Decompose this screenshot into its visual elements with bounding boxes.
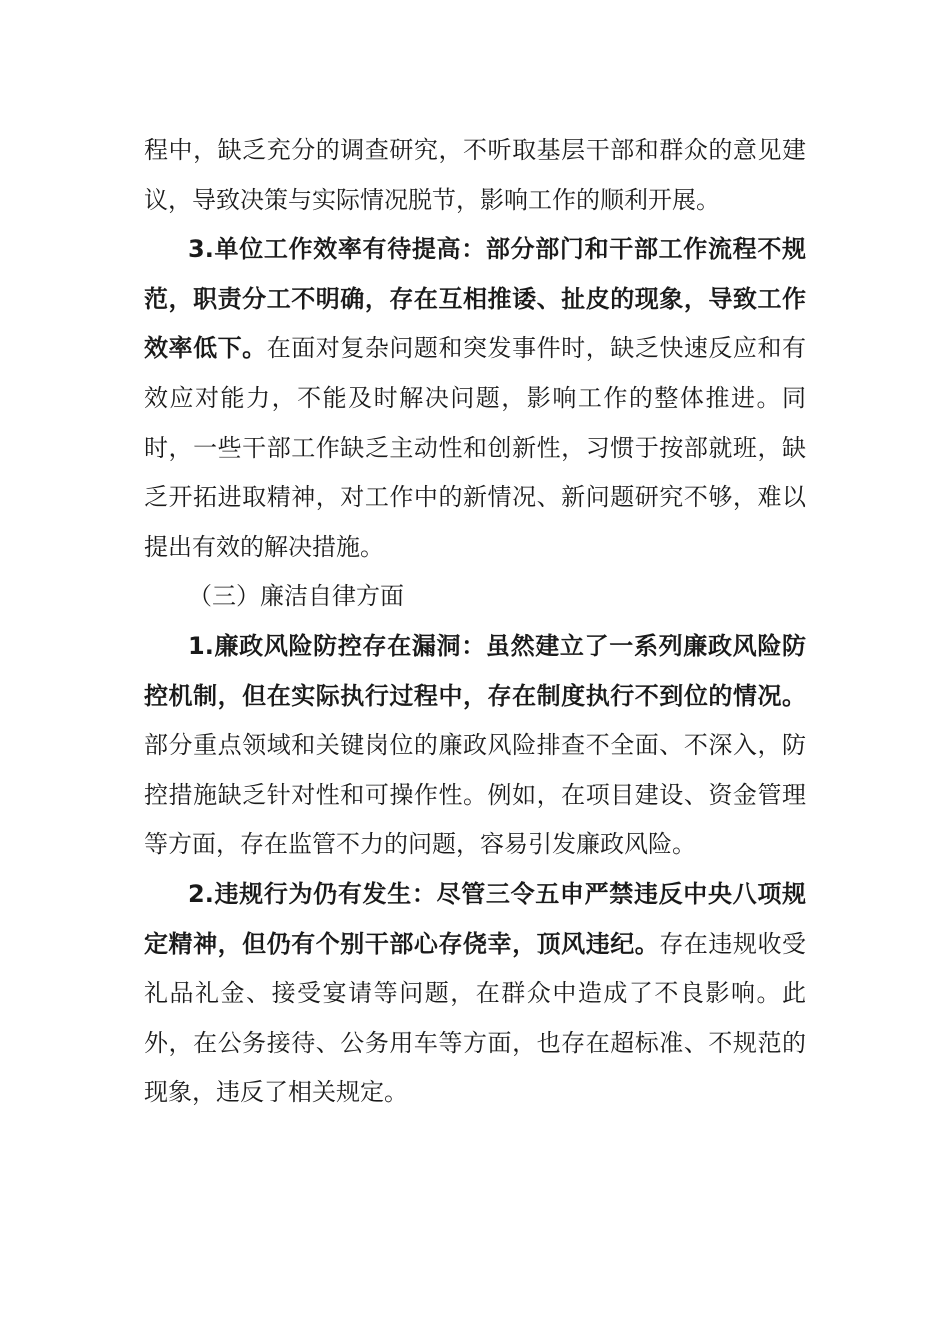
section-heading-integrity [144,572,806,622]
paragraph-violations [144,870,806,1118]
section-heading-text: （三）廉洁自律方面 [188,582,404,611]
paragraph-text: 程中，缺乏充分的调查研究，不听取基层干部和群众的意见建议，导致决策与实际情况脱节，影响工作的顺利开展。 [144,136,806,214]
paragraph-bold-lead: 1.廉政风险防控存在漏洞：虽然建立了一系列廉政风险防控机制，但在实际执行过程中，存在制度执行不到位的情况。 [144,631,806,710]
paragraph-bold-lead: 3.单位工作效率有待提高：部分部门和干部工作流程不规范，职责分工不明确，存在互相推诿、扯皮的现象，导致工作效率低下。 [144,235,806,363]
paragraph-bold-lead: 2.违规行为仍有发生：尽管三令五申严禁违反中央八项规定精神，但仍有个别干部心存侥幸，顶风违纪。 [144,879,806,958]
paragraph-work-efficiency [144,225,806,572]
document-body [144,126,806,1118]
paragraph-risk-control [144,622,806,870]
paragraph-continuation [144,126,806,225]
paragraph-text: 存在违规收受礼品礼金、接受宴请等问题，在群众中造成了不良影响。此外，在公务接待、公务用车等方面，也存在超标准、不规范的现象，违反了相关规定。 [144,929,807,1107]
paragraph-text: 在面对复杂问题和突发事件时，缺乏快速反应和有效应对能力，不能及时解决问题，影响工作的整体推进。同时，一些干部工作缺乏主动性和创新性，习惯于按部就班，缺乏开拓进取精神，对工作中的新情况、新问题研究不够，难以提出有效的解决措施。 [144,334,807,561]
paragraph-text: 部分重点领域和关键岗位的廉政风险排查不全面、不深入，防控措施缺乏针对性和可操作性。例如，在项目建设、资金管理等方面，存在监管不力的问题，容易引发廉政风险。 [144,731,806,859]
